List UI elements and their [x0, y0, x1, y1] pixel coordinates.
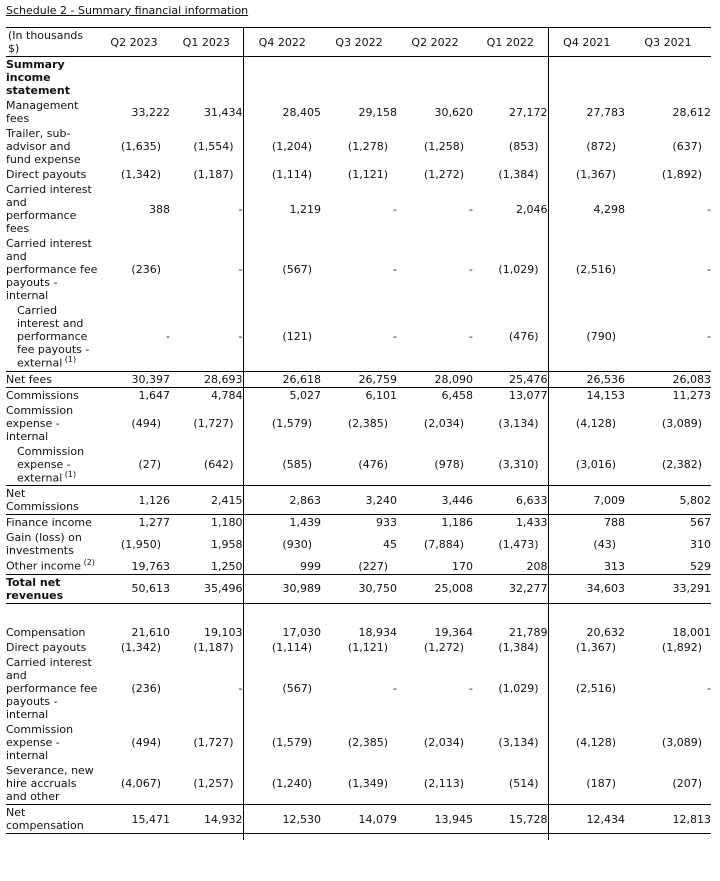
value-cell: 27,783 [548, 98, 625, 126]
value-cell: 1,439 [243, 515, 321, 531]
value-cell: 14,932 [170, 805, 243, 834]
value-cell: (2,034) [423, 736, 464, 750]
table-row [6, 558, 711, 574]
value-cell: - [393, 263, 397, 276]
column-header: Q4 2021 [548, 28, 625, 57]
value-cell: 28,612 [672, 105, 711, 119]
value-cell: - [393, 330, 397, 344]
value-cell: (1,473) [498, 537, 539, 551]
value-cell: (790) [548, 303, 625, 371]
value-cell: 388 [149, 202, 170, 216]
table-row [6, 303, 711, 371]
value-cell [243, 57, 321, 99]
value-cell: (2,034) [423, 416, 464, 430]
value-cell: (1,272) [423, 641, 464, 655]
value-cell [170, 57, 243, 99]
value-cell: 1,180 [211, 516, 243, 530]
value-cell: 6,458 [441, 388, 473, 402]
value-cell: (227) [358, 559, 388, 573]
value-cell: 50,613 [98, 574, 170, 603]
table-row [6, 98, 711, 126]
table-row [6, 444, 711, 486]
value-cell: 30,989 [243, 574, 321, 603]
value-cell [625, 57, 711, 99]
row-label: Commission expense - external $^{(1)}$ [17, 444, 85, 485]
value-cell: (514) [508, 777, 539, 791]
value-cell: 2,046 [516, 202, 548, 216]
value-cell: (1,384) [498, 168, 539, 181]
value-cell: 15,728 [473, 805, 548, 834]
spacer-row [6, 603, 711, 625]
value-cell: - [469, 330, 473, 344]
value-cell: - [469, 682, 473, 696]
row-label: Compensation [6, 626, 86, 640]
value-cell: 27,172 [509, 105, 548, 119]
value-cell: (207) [672, 777, 702, 791]
row-label: Commissions [6, 388, 79, 402]
value-cell: (1,204) [243, 126, 321, 167]
row-label: Net fees [6, 371, 98, 387]
value-cell: 17,030 [243, 625, 321, 640]
value-cell: - [393, 682, 397, 696]
row-label: Total net revenues [6, 574, 98, 603]
value-cell: 25,008 [397, 574, 473, 603]
value-cell [473, 603, 548, 625]
value-cell: - [707, 330, 711, 344]
value-cell: (1,240) [243, 763, 321, 805]
row-label: Summary income statement [6, 58, 70, 97]
value-cell: (567) [243, 236, 321, 303]
row-label: Direct payouts [6, 168, 87, 181]
value-cell: - [707, 682, 711, 696]
value-cell: (1,187) [193, 641, 234, 655]
value-cell: - [469, 263, 473, 276]
value-cell: 26,536 [548, 371, 625, 387]
value-cell: 12,813 [625, 805, 711, 834]
value-cell: 15,471 [98, 805, 170, 834]
value-cell: 28,405 [243, 98, 321, 126]
footnote-marker: (1) [62, 355, 77, 364]
value-cell: - [707, 202, 711, 216]
table-row [6, 167, 711, 182]
value-cell: 26,618 [243, 371, 321, 387]
value-cell: (187) [548, 763, 625, 805]
value-cell: 4,298 [548, 182, 625, 236]
value-cell: (3,016) [548, 444, 625, 486]
value-cell: (567) [243, 655, 321, 722]
value-cell [473, 834, 548, 840]
value-cell: 31,434 [204, 105, 243, 119]
footnote-marker: (1) [62, 469, 77, 479]
table-row [6, 640, 711, 655]
value-cell: (853) [508, 140, 539, 153]
value-cell: - [166, 330, 170, 344]
value-cell: (236) [131, 682, 161, 696]
value-cell [98, 57, 170, 99]
value-cell [397, 603, 473, 625]
row-label: Commission expense - internal [6, 723, 74, 763]
value-cell [625, 603, 711, 625]
value-cell: 13,077 [509, 388, 548, 402]
value-cell: 18,001 [672, 626, 711, 640]
value-cell: (1,121) [347, 168, 388, 181]
value-cell: 19,364 [434, 626, 473, 640]
table-row [6, 387, 711, 403]
row-label: Net Commissions [6, 486, 98, 515]
value-cell: (3,310) [498, 457, 539, 471]
row-label: Direct payouts [6, 641, 87, 655]
value-cell: (3,134) [498, 736, 539, 750]
value-cell: (2,516) [548, 236, 625, 303]
value-cell: 1,958 [211, 537, 243, 551]
value-cell: 21,610 [131, 626, 170, 640]
value-cell: 1,186 [441, 516, 473, 530]
value-cell: (642) [203, 457, 234, 471]
table-row [6, 515, 711, 531]
value-cell: 3,446 [397, 486, 473, 515]
value-cell: (1,349) [347, 777, 388, 791]
value-cell: 13,945 [397, 805, 473, 834]
value-cell: (1,367) [548, 167, 625, 182]
value-cell: 999 [243, 558, 321, 574]
value-cell: (637) [672, 140, 702, 153]
value-cell: 12,434 [548, 805, 625, 834]
table-header [6, 28, 711, 57]
header-row [6, 28, 711, 57]
table-row [6, 655, 711, 722]
value-cell: 1,277 [138, 516, 170, 530]
row-label: Severance, new hire accruals and other [6, 764, 94, 804]
value-cell: (1,727) [193, 736, 234, 750]
value-cell: (1,342) [120, 641, 161, 655]
footnote-marker: (2) [81, 558, 95, 568]
column-header: Q1 2023 [170, 28, 243, 57]
value-cell: (7,884) [423, 537, 464, 551]
value-cell: (476) [508, 330, 539, 344]
value-cell [98, 603, 170, 625]
column-header: Q4 2022 [243, 28, 321, 57]
value-cell: 313 [548, 558, 625, 574]
value-cell: 35,496 [170, 574, 243, 603]
value-cell: 28,693 [170, 371, 243, 387]
value-cell: 1,250 [211, 559, 243, 573]
value-cell [625, 834, 711, 840]
value-cell: (1,342) [120, 168, 161, 181]
row-label: Other income $^{(2)}$ [6, 558, 95, 573]
value-cell: (1,121) [347, 641, 388, 655]
value-cell: (3,089) [661, 736, 702, 750]
value-cell: (4,128) [548, 722, 625, 763]
value-cell: (585) [243, 444, 321, 486]
value-cell: (1,257) [193, 777, 234, 791]
value-cell: (1,029) [498, 263, 539, 276]
value-cell: 2,415 [170, 486, 243, 515]
table-row [6, 486, 711, 515]
spacer-row [6, 834, 711, 840]
value-cell: 25,476 [473, 371, 548, 387]
value-cell: 33,291 [625, 574, 711, 603]
column-header: Q2 2022 [397, 28, 473, 57]
value-cell: 11,273 [672, 388, 711, 402]
value-cell: 12,530 [243, 805, 321, 834]
value-cell: (1,258) [423, 140, 464, 153]
value-cell: (476) [358, 457, 388, 471]
value-cell: - [707, 263, 711, 276]
table-row [6, 57, 711, 99]
value-cell: 1,647 [138, 388, 170, 402]
value-cell: (1,579) [243, 722, 321, 763]
value-cell: (1,635) [120, 140, 161, 153]
value-cell: 14,153 [548, 387, 625, 403]
value-cell: 21,789 [509, 626, 548, 640]
value-cell: 19,763 [131, 559, 170, 573]
value-cell: (1,278) [347, 140, 388, 153]
row-label [6, 603, 98, 625]
table-row [6, 625, 711, 640]
value-cell: (1,892) [661, 641, 702, 655]
table-row [6, 371, 711, 387]
table-row [6, 182, 711, 236]
value-cell: (978) [434, 457, 464, 471]
value-cell: - [469, 202, 473, 216]
value-cell [170, 603, 243, 625]
value-cell: - [238, 202, 243, 216]
value-cell: 30,620 [434, 105, 473, 119]
value-cell: (1,187) [193, 168, 234, 181]
row-label: Gain (loss) on investments [6, 531, 82, 558]
value-cell: 1,433 [516, 516, 548, 530]
row-label: Trailer, sub-advisor and fund expense [6, 127, 81, 166]
value-cell: 20,632 [548, 625, 625, 640]
page-title: Schedule 2 - Summary financial information [6, 4, 249, 17]
value-cell: (4,067) [120, 777, 161, 791]
value-cell: 529 [690, 559, 711, 573]
summary-financial-table [6, 27, 711, 840]
value-cell: (1,367) [548, 640, 625, 655]
units-label: (In thousands $) [6, 28, 98, 57]
row-label: Commission expense - internal [6, 403, 74, 443]
row-label: Net compensation [6, 805, 98, 834]
value-cell: 19,103 [204, 626, 243, 640]
value-cell: 788 [548, 515, 625, 531]
value-cell [170, 834, 243, 840]
value-cell [321, 57, 397, 99]
value-cell: 5,027 [243, 387, 321, 403]
column-header: Q1 2022 [473, 28, 548, 57]
table-row [6, 236, 711, 303]
table-row [6, 574, 711, 603]
value-cell: 30,750 [321, 574, 397, 603]
value-cell [397, 834, 473, 840]
value-cell: (2,385) [347, 736, 388, 750]
value-cell [98, 834, 170, 840]
value-cell: 33,222 [131, 105, 170, 119]
value-cell [473, 57, 548, 99]
value-cell: (1,727) [193, 416, 234, 430]
value-cell: (121) [243, 303, 321, 371]
value-cell [548, 834, 625, 840]
value-cell: 7,009 [548, 486, 625, 515]
value-cell: 18,934 [358, 626, 397, 640]
value-cell: 28,090 [397, 371, 473, 387]
value-cell: (3,089) [661, 416, 702, 430]
value-cell: 2,863 [243, 486, 321, 515]
value-cell: (1,892) [661, 168, 702, 181]
row-label: Carried interest and performance fee payouts - external $^{(1)}$ [17, 304, 90, 370]
value-cell: (1,950) [120, 537, 161, 551]
value-cell: 5,802 [625, 486, 711, 515]
row-label: Carried interest and performance fees [6, 183, 92, 235]
value-cell: 310 [690, 537, 711, 551]
value-cell: (494) [131, 736, 161, 750]
value-cell: 26,083 [625, 371, 711, 387]
value-cell: 3,240 [321, 486, 397, 515]
table-body [6, 57, 711, 840]
value-cell: 26,759 [321, 371, 397, 387]
value-cell: (4,128) [548, 403, 625, 444]
value-cell: 34,603 [548, 574, 625, 603]
value-cell: 933 [376, 516, 397, 530]
value-cell: - [238, 263, 243, 276]
value-cell: (1,554) [193, 140, 234, 153]
value-cell: 30,397 [98, 371, 170, 387]
value-cell: 170 [452, 559, 473, 573]
row-label: Carried interest and performance fee payouts - internal [6, 237, 98, 302]
value-cell [548, 603, 625, 625]
value-cell: 29,158 [358, 105, 397, 119]
value-cell: 1,219 [243, 182, 321, 236]
table-row [6, 126, 711, 167]
value-cell: (930) [243, 530, 321, 558]
row-label [6, 834, 98, 840]
column-header: Q3 2022 [321, 28, 397, 57]
table-row [6, 530, 711, 558]
value-cell: (236) [131, 263, 161, 276]
row-label: Management fees [6, 99, 79, 125]
value-cell: (494) [131, 416, 161, 430]
column-header: Q2 2023 [98, 28, 170, 57]
value-cell: (27) [138, 457, 161, 471]
value-cell: (872) [548, 126, 625, 167]
value-cell: (2,382) [661, 457, 702, 471]
value-cell: 45 [383, 537, 397, 551]
value-cell [321, 834, 397, 840]
row-label: Finance income [6, 516, 92, 530]
value-cell: (1,384) [498, 641, 539, 655]
value-cell: 6,101 [365, 388, 397, 402]
table-row [6, 403, 711, 444]
value-cell: - [238, 682, 243, 696]
value-cell: 567 [690, 516, 711, 530]
value-cell: (1,114) [243, 167, 321, 182]
value-cell: - [238, 330, 243, 344]
value-cell: (3,134) [498, 416, 539, 430]
value-cell: 6,633 [473, 486, 548, 515]
table-row [6, 722, 711, 763]
value-cell: (2,113) [423, 777, 464, 791]
value-cell [321, 603, 397, 625]
value-cell: (43) [548, 530, 625, 558]
value-cell: (1,114) [243, 640, 321, 655]
value-cell: - [393, 202, 397, 216]
value-cell: (1,272) [423, 168, 464, 181]
row-label: Carried interest and performance fee payouts - internal [6, 656, 98, 722]
table-row [6, 805, 711, 834]
value-cell: 1,126 [98, 486, 170, 515]
value-cell: 32,277 [473, 574, 548, 603]
value-cell: 208 [526, 559, 548, 573]
value-cell [243, 603, 321, 625]
value-cell: 4,784 [211, 388, 243, 402]
value-cell [397, 57, 473, 99]
value-cell: (1,029) [498, 682, 539, 696]
value-cell: (2,516) [548, 655, 625, 722]
value-cell: (1,579) [243, 403, 321, 444]
column-header: Q3 2021 [625, 28, 711, 57]
value-cell [548, 57, 625, 99]
table-row [6, 763, 711, 805]
value-cell: 14,079 [321, 805, 397, 834]
value-cell: (2,385) [347, 416, 388, 430]
value-cell [243, 834, 321, 840]
